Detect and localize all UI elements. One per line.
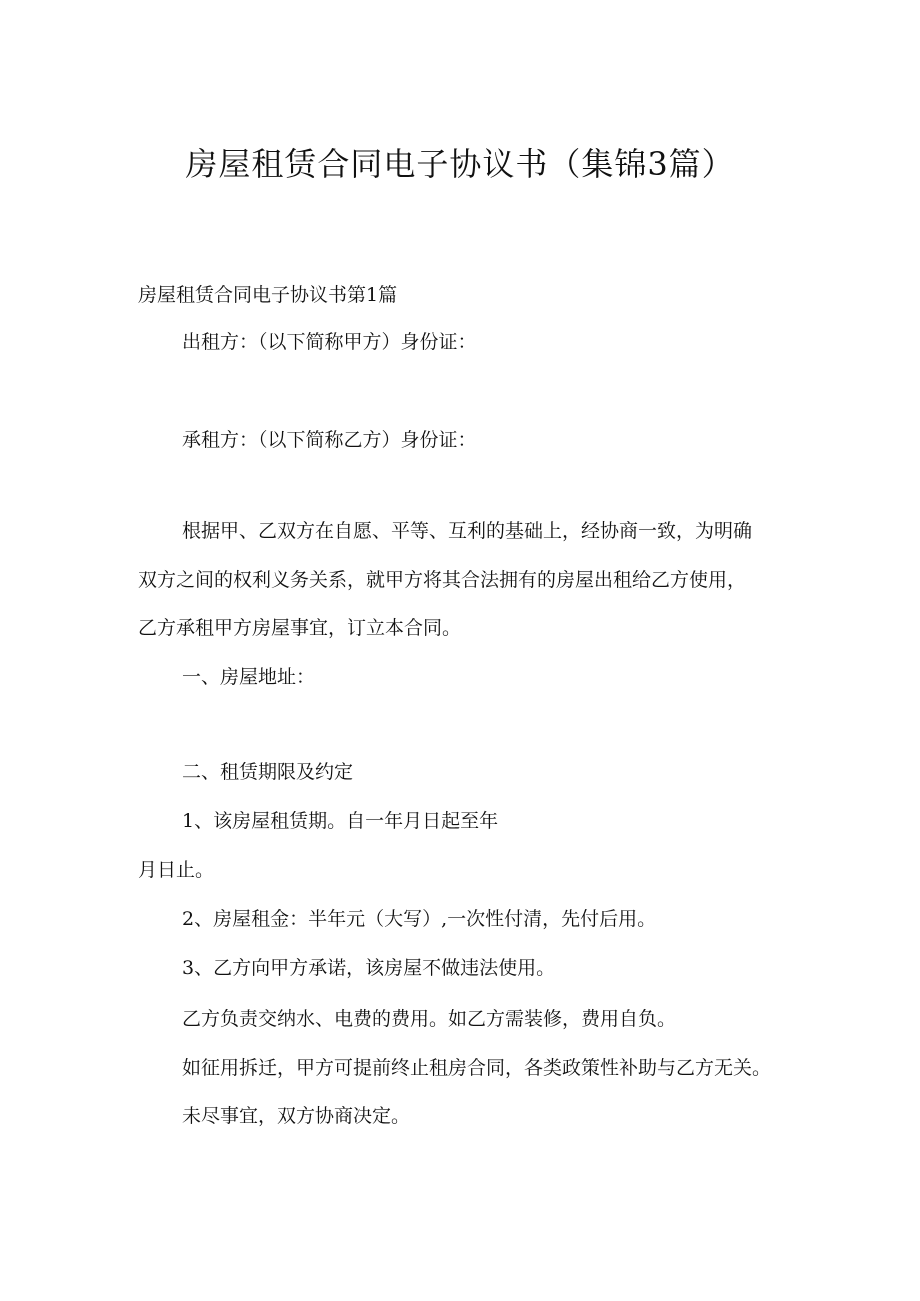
clause-text: 未尽事宜，双方协商决定。 [182,1105,411,1127]
lessor-line: 出租方：（以下简称甲方）身份证： [182,331,477,353]
section-heading: 房屋租赁合同电子协议书第1篇 [138,284,398,306]
document-title: 房屋租赁合同电子协议书（集锦3篇） [185,145,735,183]
lessee-line: 承租方：（以下简称乙方）身份证： [182,429,477,451]
clause-item: 2、房屋租金：半年元（大写）,一次性付清，先付后用。 [182,908,657,930]
clause-item: 1、该房屋租赁期。自一年月日起至年 [182,810,499,832]
clause-item-continued: 月日止。 [138,859,215,881]
paragraph-line: 乙方承租甲方房屋事宜，订立本合同。 [138,617,462,639]
paragraph-line: 双方之间的权利义务关系，就甲方将其合法拥有的房屋出租给乙方使用， [138,569,747,591]
clause-item: 3、乙方向甲方承诺，该房屋不做违法使用。 [182,957,556,979]
clause-text: 乙方负责交纳水、电费的费用。如乙方需装修，费用自负。 [182,1008,677,1030]
paragraph-line: 根据甲、乙双方在自愿、平等、互利的基础上，经协商一致，为明确 [182,520,753,542]
clause-text: 如征用拆迁，甲方可提前终止租房合同，各类政策性补助与乙方无关。 [182,1057,772,1079]
clause-heading: 一、房屋地址： [182,666,316,688]
clause-heading: 二、租赁期限及约定 [182,761,354,783]
